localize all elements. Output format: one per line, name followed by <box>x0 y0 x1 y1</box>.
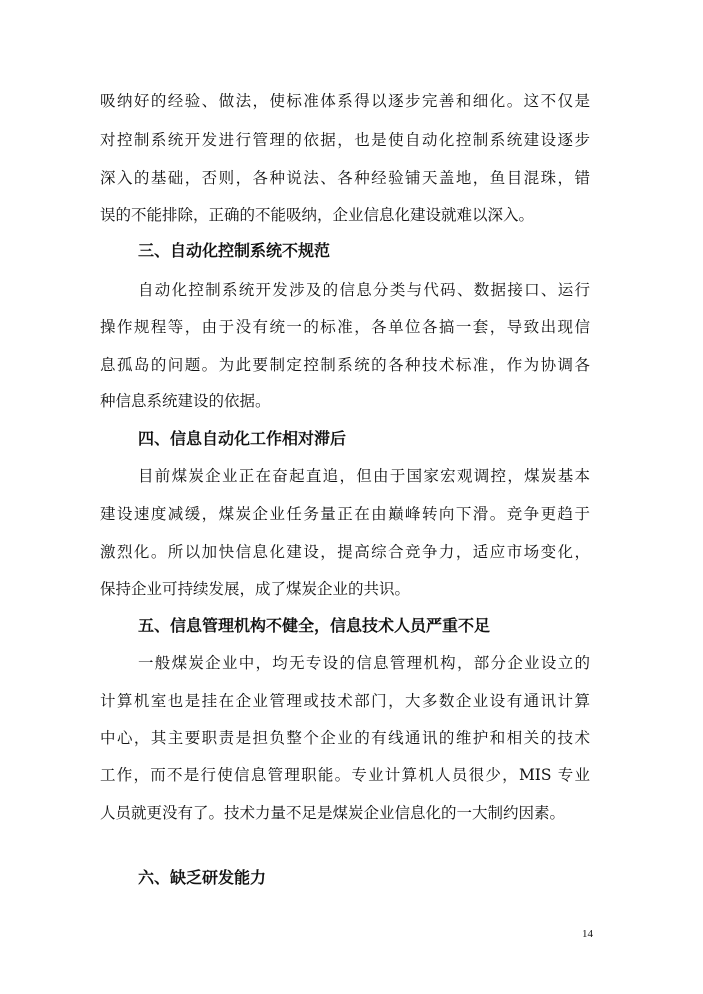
paragraph-line: 深入的基础，否则，各种说法、各种经验铺天盖地，鱼目混珠，错 <box>100 169 590 187</box>
paragraph-line: 操作规程等，由于没有统一的标准，各单位各搞一套，导致出现信 <box>100 318 590 336</box>
paragraph-line: 工作，而不是行使信息管理职能。专业计算机人员很少，MIS 专业 <box>100 766 590 784</box>
paragraph-line: 计算机室也是挂在企业管理或技术部门，大多数企业设有通讯计算 <box>100 692 590 710</box>
paragraph-line: 自动化控制系统开发涉及的信息分类与代码、数据接口、运行 <box>138 281 590 299</box>
section-heading: 四、信息自动化工作相对滞后 <box>138 429 347 448</box>
paragraph-line: 中心，其主要职责是担负整个企业的有线通讯的维护和相关的技术 <box>100 729 590 747</box>
paragraph-line: 保持企业可持续发展，成了煤炭企业的共识。 <box>100 580 411 598</box>
paragraph-line: 目前煤炭企业正在奋起直追，但由于国家宏观调控，煤炭基本 <box>138 467 590 485</box>
paragraph-line: 种信息系统建设的依据。 <box>100 392 271 410</box>
paragraph-line: 息孤岛的问题。为此要制定控制系统的各种技术标准，作为协调各 <box>100 356 590 374</box>
paragraph-line: 人员就更没有了。技术力量不足是煤炭企业信息化的一大制约因素。 <box>100 804 566 822</box>
paragraph-line: 对控制系统开发进行管理的依据，也是使自动化控制系统建设逐步 <box>100 131 590 149</box>
section-heading: 三、自动化控制系统不规范 <box>138 241 331 260</box>
paragraph-line: 一般煤炭企业中，均无专设的信息管理机构，部分企业设立的 <box>138 654 590 672</box>
paragraph-line: 建设速度减缓，煤炭企业任务量正在由巅峰转向下滑。竞争更趋于 <box>100 505 590 523</box>
page-number: 14 <box>582 928 593 940</box>
section-heading: 六、缺乏研发能力 <box>138 868 267 887</box>
section-heading: 五、信息管理机构不健全，信息技术人员严重不足 <box>138 616 491 635</box>
paragraph-line: 激烈化。所以加快信息化建设，提高综合竞争力，适应市场变化， <box>100 543 590 561</box>
paragraph-line: 吸纳好的经验、做法，使标准体系得以逐步完善和细化。这不仅是 <box>100 92 590 110</box>
paragraph-line: 误的不能排除，正确的不能吸纳，企业信息化建设就难以深入。 <box>100 206 535 224</box>
